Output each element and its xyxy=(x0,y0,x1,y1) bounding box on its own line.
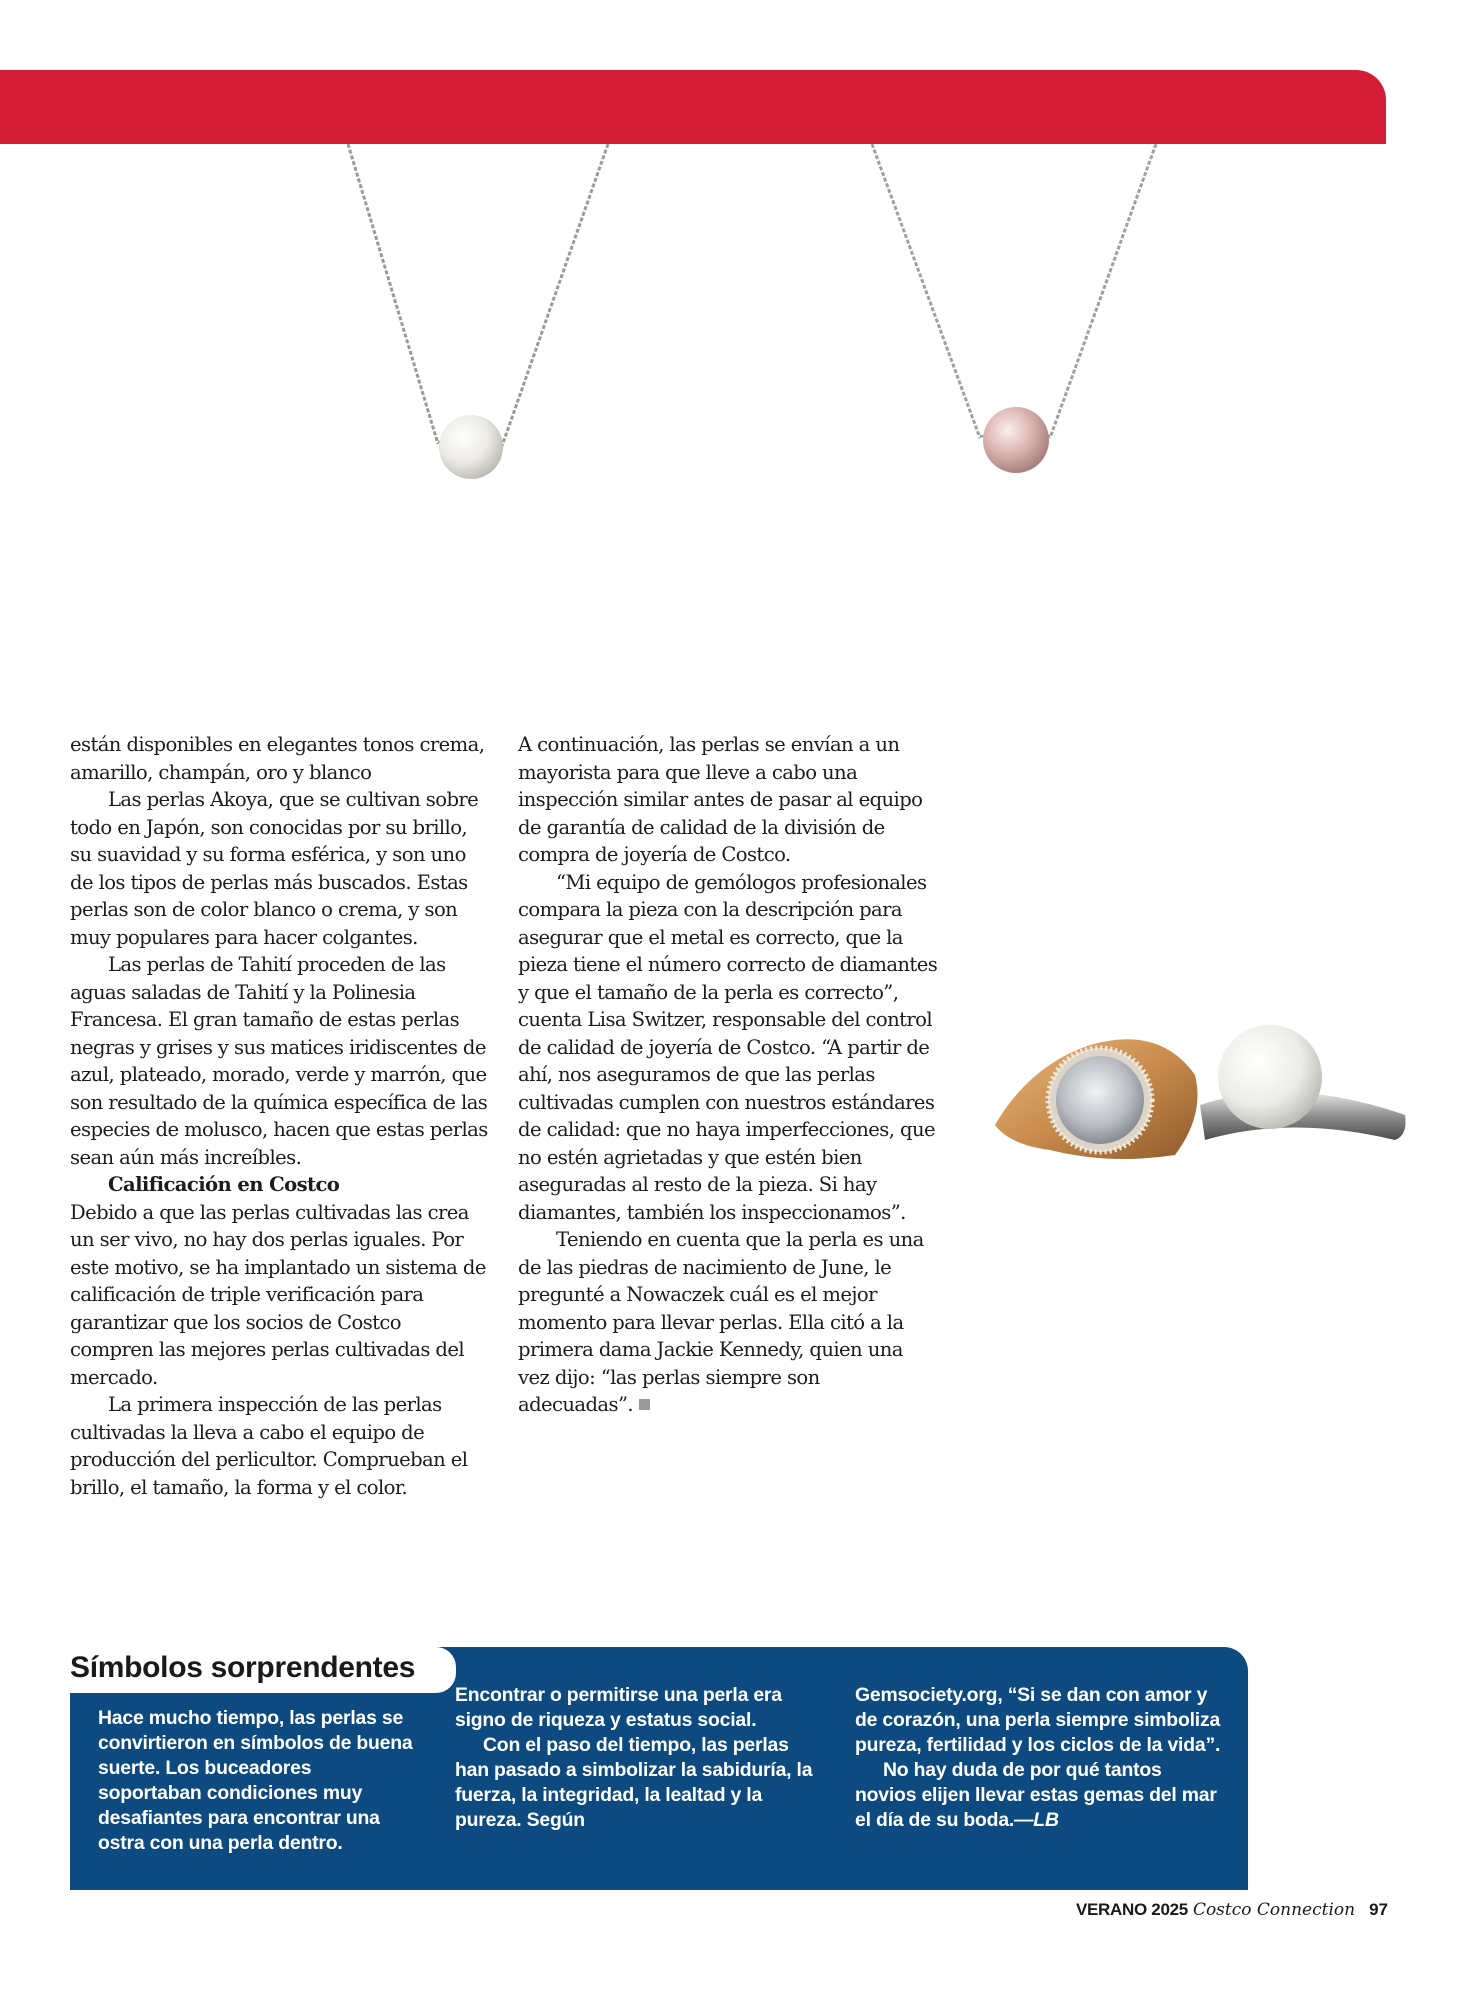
article-paragraph: A continuación, las perlas se envían a un mayorista para que lleve a cabo una inspección similar antes de pasar al equipo de garantía de calidad de la división de compra de joyería de Costco. xyxy=(518,733,923,866)
pink-pearl-necklace-photo xyxy=(860,144,1170,484)
sidebar-paragraph: Gemsociety.org, “Si se dan con amor y de corazón, una perla siempre simboliza pureza, fertilidad y los ciclos de la vida”. xyxy=(855,1684,1221,1756)
page-number: 97 xyxy=(1369,1900,1388,1919)
rings-photo xyxy=(990,1015,1410,1185)
sidebar-paragraph: Con el paso del tiempo, las perlas han pasado a simbolizar la sabiduría, la fuerza, la integridad, la lealtad y la pureza. Según xyxy=(455,1734,813,1831)
article-paragraph: Debido a que las perlas cultivadas las crea un ser vivo, no hay dos perlas iguales. Por este motivo, se ha implantado un sistema de calificación de triple verificación para garantizar que los socios de Costco compren las mejores perlas cultivadas del mercado. xyxy=(70,1200,486,1389)
footer-season: VERANO 2025 xyxy=(1075,1900,1188,1919)
white-pearl-necklace-photo xyxy=(330,144,630,484)
end-mark-icon xyxy=(639,1399,650,1410)
article-paragraph-text: Teniendo en cuenta que la perla es una de las piedras de nacimiento de June, le pregunté a Nowaczek cuál es el mejor momento para llevar perlas. Ella citó a la primera dama Jackie Kennedy, quien una vez dijo: “las perlas siempre son adecuadas”. xyxy=(518,1228,924,1416)
section-heading: Calificación en Costco xyxy=(108,1173,340,1196)
page-footer xyxy=(1076,1900,1388,1920)
sidebar-column-3 xyxy=(855,1683,1225,1833)
article-paragraph: “Mi equipo de gemólogos profesionales compara la pieza con la descripción para asegurar que el metal es correcto, que la pieza tiene el número correcto de diamantes y que el tamaño de la perla es correcto”, cuenta Lisa Switzer, responsable del control de calidad de joyería de Costco. “A partir de ahí, nos aseguramos de que las perlas cultivadas cumplen con nuestros estándares de calidad: que no haya imperfecciones, que no estén agrietadas y que estén bien aseguradas al resto de la pieza. Si hay diamantes, también los inspeccionamos”. xyxy=(518,870,938,1224)
sidebar-paragraph: Hace mucho tiempo, las perlas se convirtieron en símbolos de buena suerte. Los buceadores soportaban condiciones muy desafiantes para encontrar una ostra con una perla dentro. xyxy=(98,1707,413,1854)
sidebar-paragraph-last xyxy=(855,1758,1225,1833)
article-column-2 xyxy=(518,731,938,1419)
footer-magazine-name: Costco Connection xyxy=(1192,1900,1356,1920)
sidebar-column-2 xyxy=(455,1683,825,1833)
article-paragraph-last xyxy=(518,1226,938,1419)
header-red-band xyxy=(0,70,1386,144)
sidebar-paragraph-text: No hay duda de por qué tantos novios elijen llevar estas gemas del mar el día de su boda. xyxy=(855,1759,1217,1831)
article-paragraph: están disponibles en elegantes tonos crema, amarillo, champán, oro y blanco xyxy=(70,733,485,784)
article-column-1 xyxy=(70,731,488,1501)
author-initials: —LB xyxy=(1014,1809,1059,1831)
sidebar-column-1 xyxy=(98,1706,418,1856)
article-paragraph: La primera inspección de las perlas cultivadas la lleva a cabo el equipo de producción del perlicultor. Comprueban el brillo, el tamaño, la forma y el color. xyxy=(70,1393,468,1499)
article-paragraph: Las perlas Akoya, que se cultivan sobre todo en Japón, son conocidas por su brillo, su suavidad y su forma esférica, y son uno de los tipos de perlas más buscados. Estas perlas son de color blanco o crema, y son muy populares para hacer colgantes. xyxy=(70,788,479,949)
article-paragraph: Las perlas de Tahití proceden de las aguas saladas de Tahití y la Polinesia Francesa. El gran tamaño de estas perlas negras y grises y sus matices iridiscentes de azul, plateado, morado, verde y marrón, que son resultado de la química específica de las especies de molusco, hacen que estas perlas sean aún más increíbles. xyxy=(70,953,488,1169)
sidebar-paragraph: Encontrar o permitirse una perla era signo de riqueza y estatus social. xyxy=(455,1684,782,1731)
sidebar-title: Símbolos sorprendentes xyxy=(70,1651,416,1684)
